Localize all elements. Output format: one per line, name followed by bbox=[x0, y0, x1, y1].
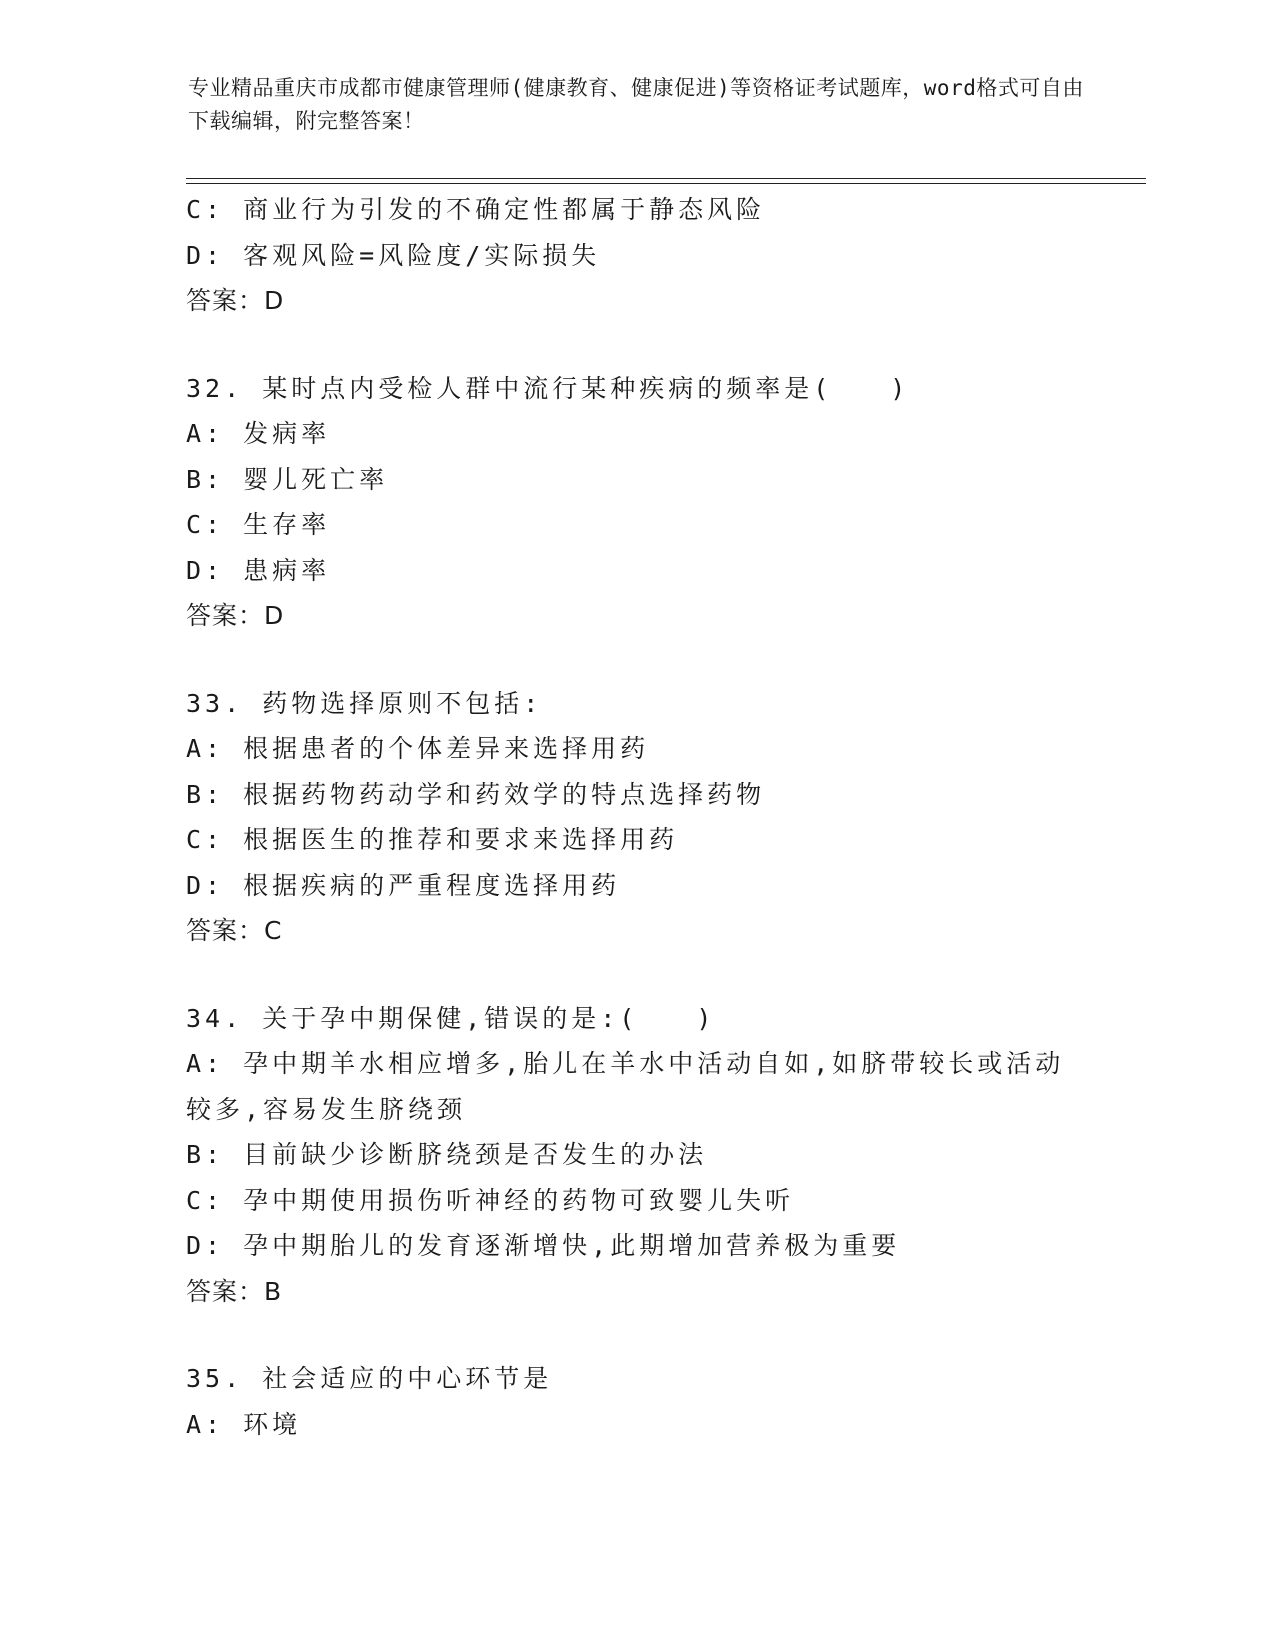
answer: 答案：D bbox=[186, 286, 285, 315]
option-d: D: 根据疾病的严重程度选择用药 bbox=[186, 870, 621, 900]
option-c: C: 商业行为引发的不确定性都属于静态风险 bbox=[186, 195, 766, 224]
option-a: A: 孕中期羊水相应增多,胎儿在羊水中活动自如,如脐带较长或活动较多,容易发生脐绕颈 bbox=[186, 1049, 1065, 1124]
option-a: A: 根据患者的个体差异来选择用药 bbox=[186, 734, 650, 763]
answer: 答案：C bbox=[186, 916, 283, 945]
option-b: B: 根据药物药动学和药效学的特点选择药物 bbox=[186, 779, 766, 809]
option-b: B: 婴儿死亡率 bbox=[186, 464, 389, 494]
option-d: D: 患病率 bbox=[186, 555, 331, 585]
question-stem: 33. 药物选择原则不包括: bbox=[186, 688, 543, 718]
page-header: 专业精品重庆市成都市健康管理师(健康教育、健康促进)等资格证考试题库，word格式可自由下载编辑，附完整答案！ bbox=[188, 76, 1084, 133]
option-c: C: 生存率 bbox=[186, 510, 331, 539]
option-a: A: 环境 bbox=[186, 1409, 302, 1439]
question-list bbox=[186, 187, 1086, 1447]
question-stem: 35. 社会适应的中心环节是 bbox=[186, 1364, 553, 1393]
answer: 答案：D bbox=[186, 601, 285, 630]
question-stem: 32. 某时点内受检人群中流行某种疾病的频率是( ) bbox=[186, 373, 910, 403]
option-a: A: 发病率 bbox=[186, 419, 331, 448]
option-b: B: 目前缺少诊断脐绕颈是否发生的办法 bbox=[186, 1140, 708, 1169]
answer: 答案：B bbox=[186, 1276, 283, 1306]
question-stem: 34. 关于孕中期保健,错误的是:( ) bbox=[186, 1003, 716, 1033]
option-c: C: 孕中期使用损伤听神经的药物可致婴儿失听 bbox=[186, 1185, 795, 1215]
option-d: D: 客观风险=风险度/实际损失 bbox=[186, 240, 601, 270]
option-d: D: 孕中期胎儿的发育逐渐增快,此期增加营养极为重要 bbox=[186, 1231, 901, 1260]
option-c: C: 根据医生的推荐和要求来选择用药 bbox=[186, 825, 679, 854]
header-rule-top bbox=[186, 178, 1146, 179]
header-rule-bottom bbox=[186, 183, 1146, 184]
